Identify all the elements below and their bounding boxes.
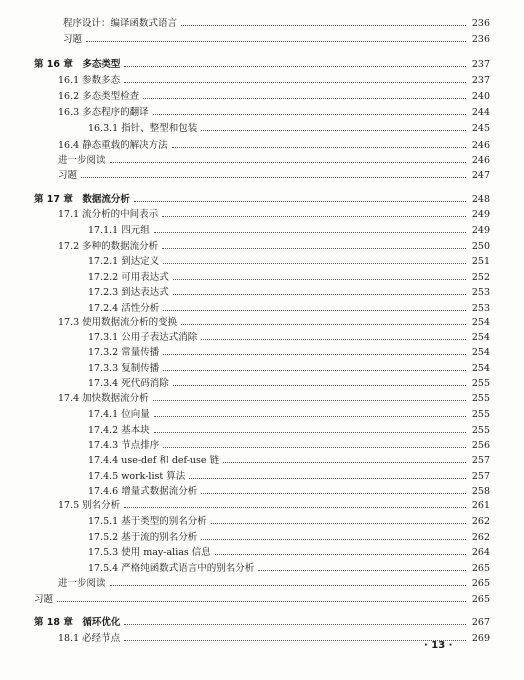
toc-entry-title: 习题 (34, 594, 54, 605)
dot-leader (181, 324, 466, 325)
toc-entry-page: 262 (471, 532, 490, 543)
toc-entry-title: 习题 (58, 170, 78, 181)
toc-entry-title: 17.2.3 到达表达式 (88, 287, 169, 298)
toc-entry-title: 17.2.2 可用表达式 (88, 272, 169, 283)
toc-chapter-entry (34, 613, 490, 628)
toc-entry-page: 240 (471, 91, 490, 102)
dot-leader (163, 310, 466, 311)
dot-leader (154, 432, 466, 433)
toc-entry-title: 16.1 参数多态 (58, 75, 121, 86)
toc-entry-page: 252 (471, 272, 490, 283)
toc-entry (63, 14, 490, 29)
toc-entry (58, 87, 490, 102)
toc-entry-page: 257 (471, 471, 490, 482)
toc-entry-page: 255 (471, 378, 490, 389)
toc-entry-page: 267 (471, 617, 490, 628)
dot-leader (201, 539, 466, 540)
toc-entry-title: 17.4.4 use-def 和 def-use 链 (88, 455, 220, 466)
toc-entry (58, 166, 490, 181)
dot-leader (173, 294, 466, 295)
toc-entry-title: 17.2.4 活性分析 (88, 303, 160, 314)
dot-leader (81, 177, 466, 178)
toc-entry-title: 16.3 多态程序的翻译 (58, 107, 149, 118)
toc-entry-title: 17.3 使用数据流分析的变换 (58, 317, 178, 328)
toc-entry (58, 136, 490, 151)
toc-entry-title: 习题 (63, 34, 83, 45)
toc-entry (58, 103, 490, 118)
toc-entry-page: 246 (471, 155, 490, 166)
toc-entry-page: 265 (471, 578, 490, 589)
toc-entry (88, 343, 490, 358)
toc-entry-title: 第 17 章 数据流分析 (34, 194, 130, 205)
toc-entry (88, 299, 490, 314)
toc-entry (88, 221, 490, 236)
toc-entry-title: 17.2.1 到达定义 (88, 256, 160, 267)
dot-leader (86, 41, 466, 42)
toc-entry-page: 255 (471, 393, 490, 404)
toc-entry-page: 254 (471, 332, 490, 343)
dot-leader (154, 232, 466, 233)
toc-entry-page: 265 (471, 594, 490, 605)
toc-entry-title: 17.5 别名分析 (58, 500, 121, 511)
dot-leader (163, 447, 466, 448)
toc-entry-title: 程序设计：编译函数式语言 (63, 18, 178, 29)
toc-entry-title: 第 18 章 循环优化 (34, 617, 121, 628)
toc-entry-title: 18.1 必经节点 (58, 633, 121, 644)
toc-entry (88, 405, 490, 420)
toc-entry (88, 528, 490, 543)
toc-entry-title: 17.1.1 四元组 (88, 225, 150, 236)
toc-entry-page: 254 (471, 347, 490, 358)
dot-leader (124, 624, 466, 625)
toc-entry-page: 264 (471, 547, 490, 558)
toc-entry-page: 247 (471, 170, 490, 181)
toc-entry-page: 246 (471, 140, 490, 151)
toc-entry (58, 574, 490, 589)
dot-leader (124, 82, 466, 83)
toc-entry-title: 17.4 加快数据流分析 (58, 393, 149, 404)
dot-leader (153, 400, 466, 401)
toc-entry (58, 151, 490, 166)
dot-leader (201, 493, 466, 494)
toc-entry-page: 249 (471, 225, 490, 236)
dot-leader (223, 462, 466, 463)
toc-chapter-entry (34, 55, 490, 70)
dot-leader (173, 279, 466, 280)
toc-entry-page: 250 (471, 241, 490, 252)
toc-entry-title: 17.5.1 基于类型的别名分析 (88, 516, 207, 527)
toc-entry-page: 237 (471, 59, 490, 70)
dot-leader (124, 507, 466, 508)
dot-leader (201, 339, 466, 340)
toc-entry-title: 16.4 静态重载的解决方法 (58, 140, 168, 151)
toc-entry-page: 262 (471, 516, 490, 527)
toc-entry-title: 17.3.1 公用子表达式消除 (88, 332, 198, 343)
dot-leader (124, 66, 466, 67)
dot-leader (215, 554, 466, 555)
dot-leader (163, 370, 466, 371)
toc-entry (88, 559, 490, 574)
toc-entry-page: 253 (471, 287, 490, 298)
toc-entry (88, 482, 490, 497)
toc-entry-title: 17.1 流分析的中间表示 (58, 209, 159, 220)
toc-entry-title: 17.4.3 节点排序 (88, 440, 160, 451)
dot-leader (143, 98, 466, 99)
toc-entry (88, 283, 490, 298)
page-number: · 13 · (424, 640, 453, 651)
toc-entry-page: 248 (471, 194, 490, 205)
toc-entry (88, 543, 490, 558)
toc-entry-title: 17.2 多种的数据流分析 (58, 241, 159, 252)
toc-entry (88, 359, 490, 374)
toc-entry (88, 328, 490, 343)
toc-entry-page: 254 (471, 317, 490, 328)
dot-leader (201, 130, 466, 131)
toc-entry-title: 第 16 章 多态类型 (34, 59, 121, 70)
toc-entry-title: 17.3.3 复制传播 (88, 363, 160, 374)
dot-leader (110, 162, 466, 163)
toc-entry (58, 205, 490, 220)
toc-entry-page: 269 (471, 633, 490, 644)
toc-entry-page: 237 (471, 75, 490, 86)
dot-leader (258, 570, 466, 571)
dot-leader (162, 248, 466, 249)
toc-entry-page: 258 (471, 486, 490, 497)
dot-leader (173, 385, 466, 386)
toc-entry-page: 249 (471, 209, 490, 220)
toc-entry (88, 451, 490, 466)
toc-entry-title: 17.3.4 死代码消除 (88, 378, 169, 389)
toc-entry-title: 16.3.1 指针、整型和包装 (88, 123, 198, 134)
toc-entry-page: 236 (471, 18, 490, 29)
dot-leader (211, 523, 466, 524)
toc-entry (88, 252, 490, 267)
toc-entry-page: 245 (471, 123, 490, 134)
toc-entry-title: 17.4.1 位向量 (88, 409, 150, 420)
dot-leader (172, 147, 466, 148)
toc-entry-title: 17.5.4 严格纯函数式语言中的别名分析 (88, 563, 255, 574)
toc-entry-page: 244 (471, 107, 490, 118)
dot-leader (124, 640, 466, 641)
toc-entry-title: 17.4.5 work-list 算法 (88, 471, 186, 482)
dot-leader (110, 585, 466, 586)
toc-entry (88, 119, 490, 134)
dot-leader (154, 416, 466, 417)
toc-entry (88, 467, 490, 482)
dot-leader (181, 25, 466, 26)
dot-leader (163, 354, 466, 355)
toc-entry-page: 251 (471, 256, 490, 267)
toc-entry (58, 71, 490, 86)
toc-entry-title: 进一步阅读 (58, 578, 106, 589)
dot-leader (163, 263, 466, 264)
toc-entry (34, 590, 490, 605)
toc-entry-title: 16.2 多态类型检查 (58, 91, 140, 102)
dot-leader (162, 216, 466, 217)
toc-entry-title: 进一步阅读 (58, 155, 106, 166)
dot-leader (134, 201, 466, 202)
toc-entry-page: 265 (471, 563, 490, 574)
toc-entry (58, 389, 490, 404)
dot-leader (189, 478, 466, 479)
toc-chapter-entry (34, 190, 490, 205)
toc-entry (58, 313, 490, 328)
toc-entry (63, 30, 490, 45)
toc-entry-title: 17.5.3 使用 may-alias 信息 (88, 547, 211, 558)
toc-entry-page: 253 (471, 303, 490, 314)
toc-entry-title: 17.4.6 增量式数据流分析 (88, 486, 198, 497)
toc-entry-page: 261 (471, 500, 490, 511)
toc-entry-title: 17.5.2 基于流的别名分析 (88, 532, 198, 543)
toc-entry-page: 254 (471, 363, 490, 374)
toc-entry-page: 255 (471, 425, 490, 436)
toc-entry (88, 374, 490, 389)
toc-entry (88, 512, 490, 527)
toc-entry-page: 256 (471, 440, 490, 451)
toc-entry (88, 436, 490, 451)
toc-entry (88, 421, 490, 436)
toc-entry-title: 17.3.2 常量传播 (88, 347, 160, 358)
toc-entry (58, 496, 490, 511)
toc-entry-title: 17.4.2 基本块 (88, 425, 150, 436)
toc-entry-page: 257 (471, 455, 490, 466)
dot-leader (153, 114, 466, 115)
toc-entry (88, 268, 490, 283)
toc-entry (58, 237, 490, 252)
toc-entry-page: 255 (471, 409, 490, 420)
toc-entry-page: 236 (471, 34, 490, 45)
dot-leader (57, 601, 466, 602)
